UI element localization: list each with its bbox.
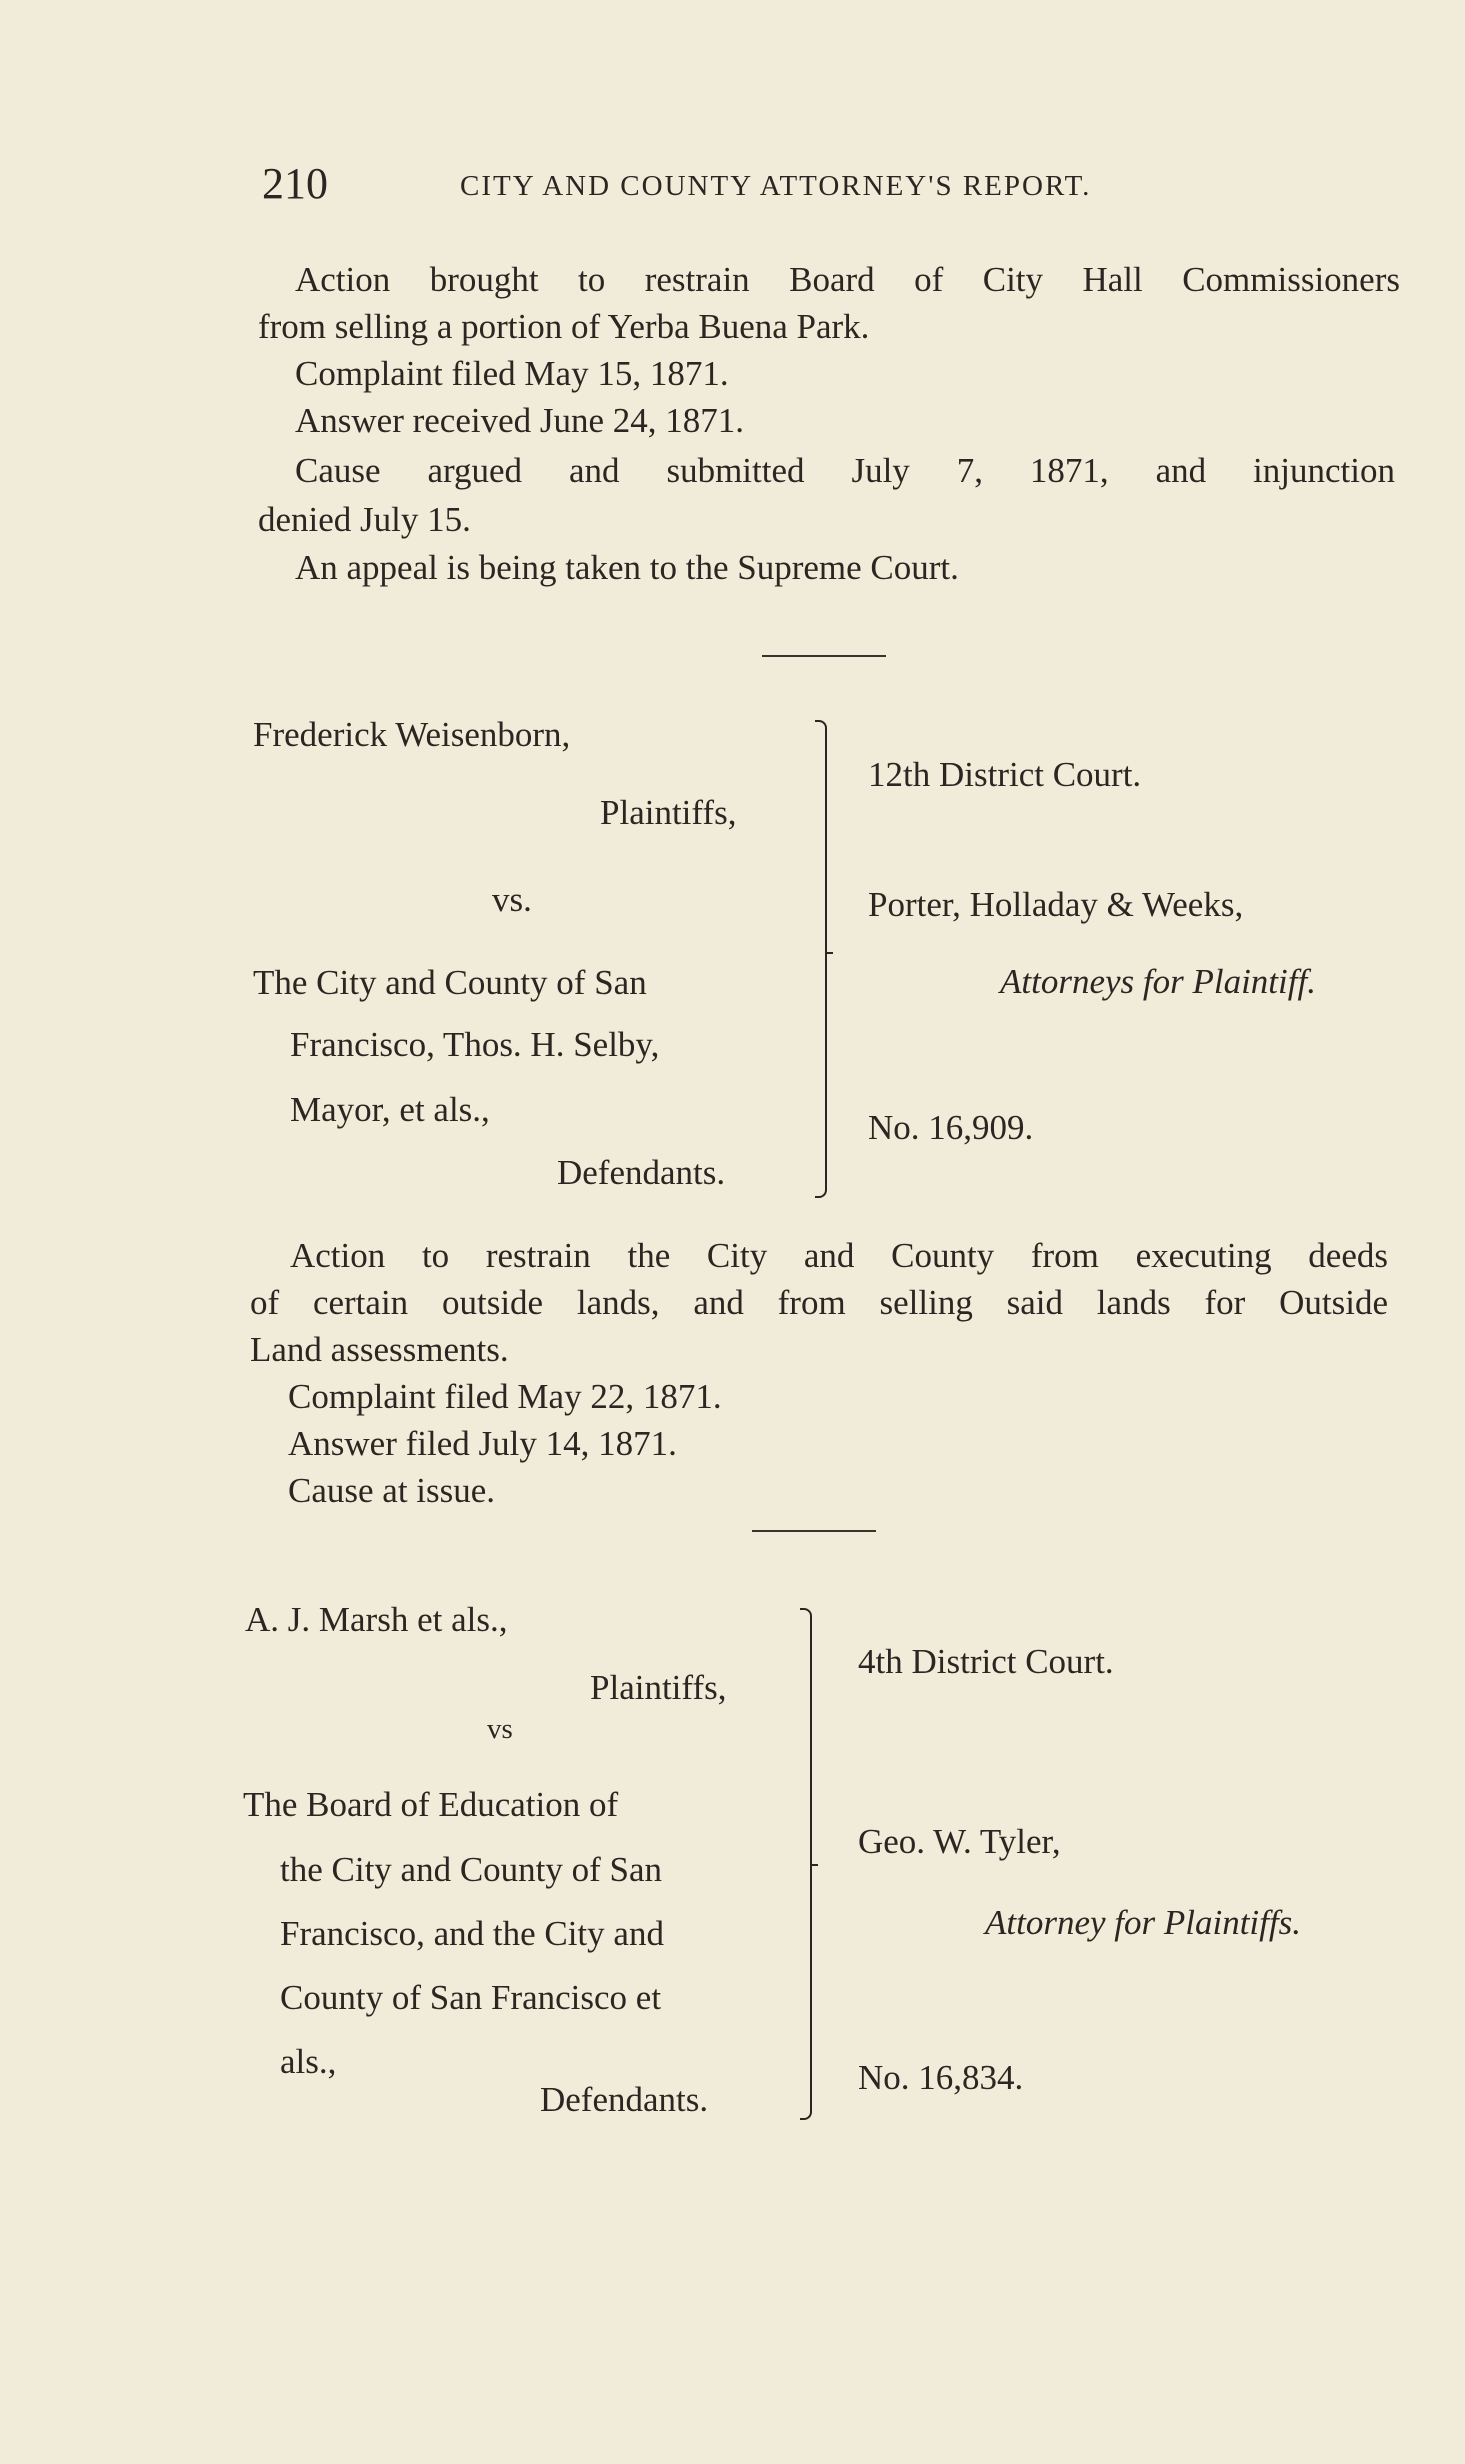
case3-defendant-line-4: County of San Francisco et [280, 1978, 662, 2017]
case3-attorneys: Geo. W. Tyler, [858, 1822, 1061, 1861]
case3-versus: vs [487, 1713, 513, 1745]
case2-bracket [815, 720, 829, 1198]
case3-defendant-line-5: als., [280, 2042, 337, 2081]
case3-attorneys-role: Attorney for Plaintiffs. [985, 1903, 1301, 1942]
section-divider-1 [762, 655, 886, 657]
case2-status: Cause at issue. [288, 1471, 496, 1510]
case2-defendant-line-3: Mayor, et als., [290, 1090, 490, 1129]
case3-case-number: No. 16,834. [858, 2058, 1024, 2097]
case2-attorneys-role: Attorneys for Plaintiff. [1000, 962, 1316, 1001]
section-divider-2 [752, 1530, 876, 1532]
case1-complaint: Complaint filed May 15, 1871. [295, 354, 729, 393]
case2-plaintiff-role: Plaintiffs, [600, 793, 737, 832]
case2-desc-line-1: Action to restrain the City and County from executing deeds [290, 1236, 1388, 1275]
case2-defendant-line-1: The City and County of San [253, 963, 647, 1002]
case2-complaint: Complaint filed May 22, 1871. [288, 1377, 722, 1416]
case3-court: 4th District Court. [858, 1642, 1114, 1681]
case1-line-6: denied July 15. [258, 500, 471, 539]
case2-answer: Answer filed July 14, 1871. [288, 1424, 677, 1463]
case1-answer: Answer received June 24, 1871. [295, 401, 745, 440]
case2-defendant-role: Defendants. [557, 1153, 726, 1192]
case1-appeal: An appeal is being taken to the Supreme Court. [295, 548, 959, 587]
case2-desc-line-2: of certain outside lands, and from selling said lands for Outside [250, 1283, 1388, 1322]
case2-desc-line-3: Land assessments. [250, 1330, 509, 1369]
page-number: 210 [262, 159, 328, 208]
case3-defendant-line-2: the City and County of San [280, 1850, 663, 1889]
case3-plaintiff: A. J. Marsh et als., [245, 1600, 508, 1639]
case2-attorneys: Porter, Holladay & Weeks, [868, 885, 1244, 924]
case2-versus: vs. [492, 880, 532, 919]
case3-defendant-line-3: Francisco, and the City and [280, 1914, 664, 1953]
case1-line-5: Cause argued and submitted July 7, 1871, and injunction [295, 451, 1395, 490]
case1-line-2: from selling a portion of Yerba Buena Park. [258, 307, 870, 346]
case2-court: 12th District Court. [868, 755, 1142, 794]
running-title: CITY AND COUNTY ATTORNEY'S REPORT. [460, 170, 1092, 202]
case2-plaintiff: Frederick Weisenborn, [253, 715, 571, 754]
case3-defendant-line-1: The Board of Education of [243, 1785, 619, 1824]
case2-case-number: No. 16,909. [868, 1108, 1034, 1147]
case1-line-1: Action brought to restrain Board of City Hall Commissioners [295, 260, 1400, 299]
running-head [262, 158, 1262, 214]
case3-defendant-role: Defendants. [540, 2080, 709, 2119]
case3-plaintiff-role: Plaintiffs, [590, 1668, 727, 1707]
case3-bracket [800, 1608, 814, 2120]
case2-defendant-line-2: Francisco, Thos. H. Selby, [290, 1025, 660, 1064]
